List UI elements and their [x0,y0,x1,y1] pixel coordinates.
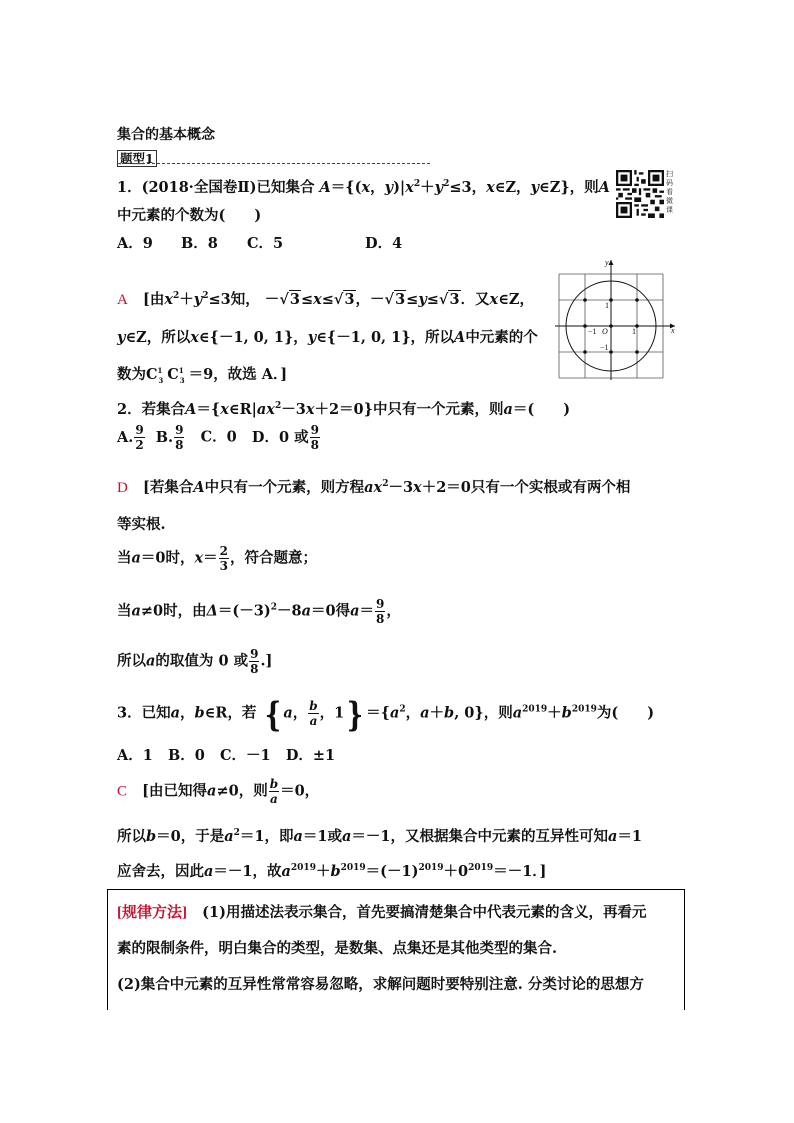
answer-2-line4: 当a≠0时，由$\Delta=(-3)^2-8a=0$得a＝ $\frac{9}{8}$ ， [117,597,401,626]
lattice-circle-graph [555,256,681,382]
tick-label-x-1: 1 [632,327,636,336]
answer-letter: D [117,480,128,496]
origin-label: O [602,327,608,336]
question-2-line1: 2．若集合$A=\{x\in R|ax^2-3x+2=0\}$中只有一个元素，则a＝( ) [117,401,571,418]
type-tag-label: 题型1 [117,150,157,167]
type-tag [117,149,157,167]
qr-code-icon[interactable] [616,170,664,218]
answer-3-line2: 所以b＝0，于是$a^2=1$，即a＝1或a＝－1，又根据集合中元素的互异性可知a＝1 [117,828,642,845]
method-tag: [规律方法] [117,905,187,921]
option-b[interactable]: B．8 [181,235,218,252]
answer-1-line3: 数为$C^1_3$ $C^1_3 =9$，故选 A．] [117,366,288,385]
method-line3: (2)集合中元素的互异性常常容易忽略，求解问题时要特别注意. 分类讨论的思想方 [117,976,644,993]
answer-2-line3: 当a＝0时，x＝ $\frac{2}{3}$ ，符合题意； [117,544,318,573]
option-d[interactable]: D．0 或 $\frac{9}{8}$ [251,423,319,452]
answer-1-line2: y∈Z，所以x∈{－1, 0, 1}，y∈{－1, 0, 1}，所以A中元素的个 [117,329,538,346]
method-line1: [规律方法] (1)用描述法表示集合，首先要搞清楚集合中代表元素的含义，再看元 [117,904,647,921]
answer-3-line3: 应舍去，因此a＝－1，故$a^{2019}+b^{2019}=(-1)^{2019}+0^{2019}=-1$．] [117,863,547,880]
option-a[interactable]: A．1 [117,747,153,764]
dashed-divider [117,163,430,164]
answer-2-line5: 所以a的取值为 0 或 $\frac{9}{8}$ .] [117,647,273,676]
option-c[interactable]: C．5 [247,235,284,252]
answer-2-line2: 等实根. [117,516,166,533]
axis-label-x: x [671,326,675,335]
option-c[interactable]: C．－1 [220,747,271,764]
question-1-line2: 中元素的个数为( ) [117,207,262,224]
question-3-line1: 3．已知a，b∈R，若 { a， $\frac{b}{a}$ ，$1\} =\{a^2$，a＋b, 0}，则$a^{2019}+b^{2019}$为( ) [117,694,655,735]
answer-letter: C [117,783,128,800]
question-1-line1: 1．(2018·全国卷Ⅱ)已知集合 A＝{(x，$y)|x^2+y^2\le 3$，x∈Z，y∈Z}，则A [117,179,610,196]
axis-label-y: y [605,258,609,267]
answer-letter: A [117,292,128,308]
question-3-options [117,744,335,765]
answer-2-line1: D [若集合A中只有一个元素，则方程$ax^2-3x+2=0$只有一个实根或有两个相 [117,479,631,496]
qr-label: 扫码看微课 [666,170,673,214]
section-title: 集合的基本概念 [117,127,215,143]
answer-1-line1: A [由$x^2+y^2\le 3$知， －√3≤x≤√3，－√3≤y≤√3．又x∈Z， [117,291,535,308]
tick-label-x-neg1: −1 [588,327,597,336]
answer-3-line1: C [由已知得a≠0，则 $\frac{b}{a}$ ＝0， [117,777,320,806]
method-line2: 素的限制条件，明白集合的类型，是数集、点集还是其他类型的集合. [117,940,558,957]
option-d[interactable]: D．4 [365,235,403,252]
question-2-options [117,424,321,451]
option-b[interactable]: B．0 [168,747,205,764]
option-b[interactable]: B. $\frac{9}{8}$ [155,423,184,452]
option-a[interactable]: A. $\frac{9}{2}$ [117,423,144,452]
option-a[interactable]: A．9 [117,235,153,252]
tick-label-y-neg1: −1 [600,343,609,352]
option-c[interactable]: C．0 [200,428,237,446]
tick-label-y-1: 1 [605,301,609,310]
option-d[interactable]: D．±1 [285,747,336,764]
